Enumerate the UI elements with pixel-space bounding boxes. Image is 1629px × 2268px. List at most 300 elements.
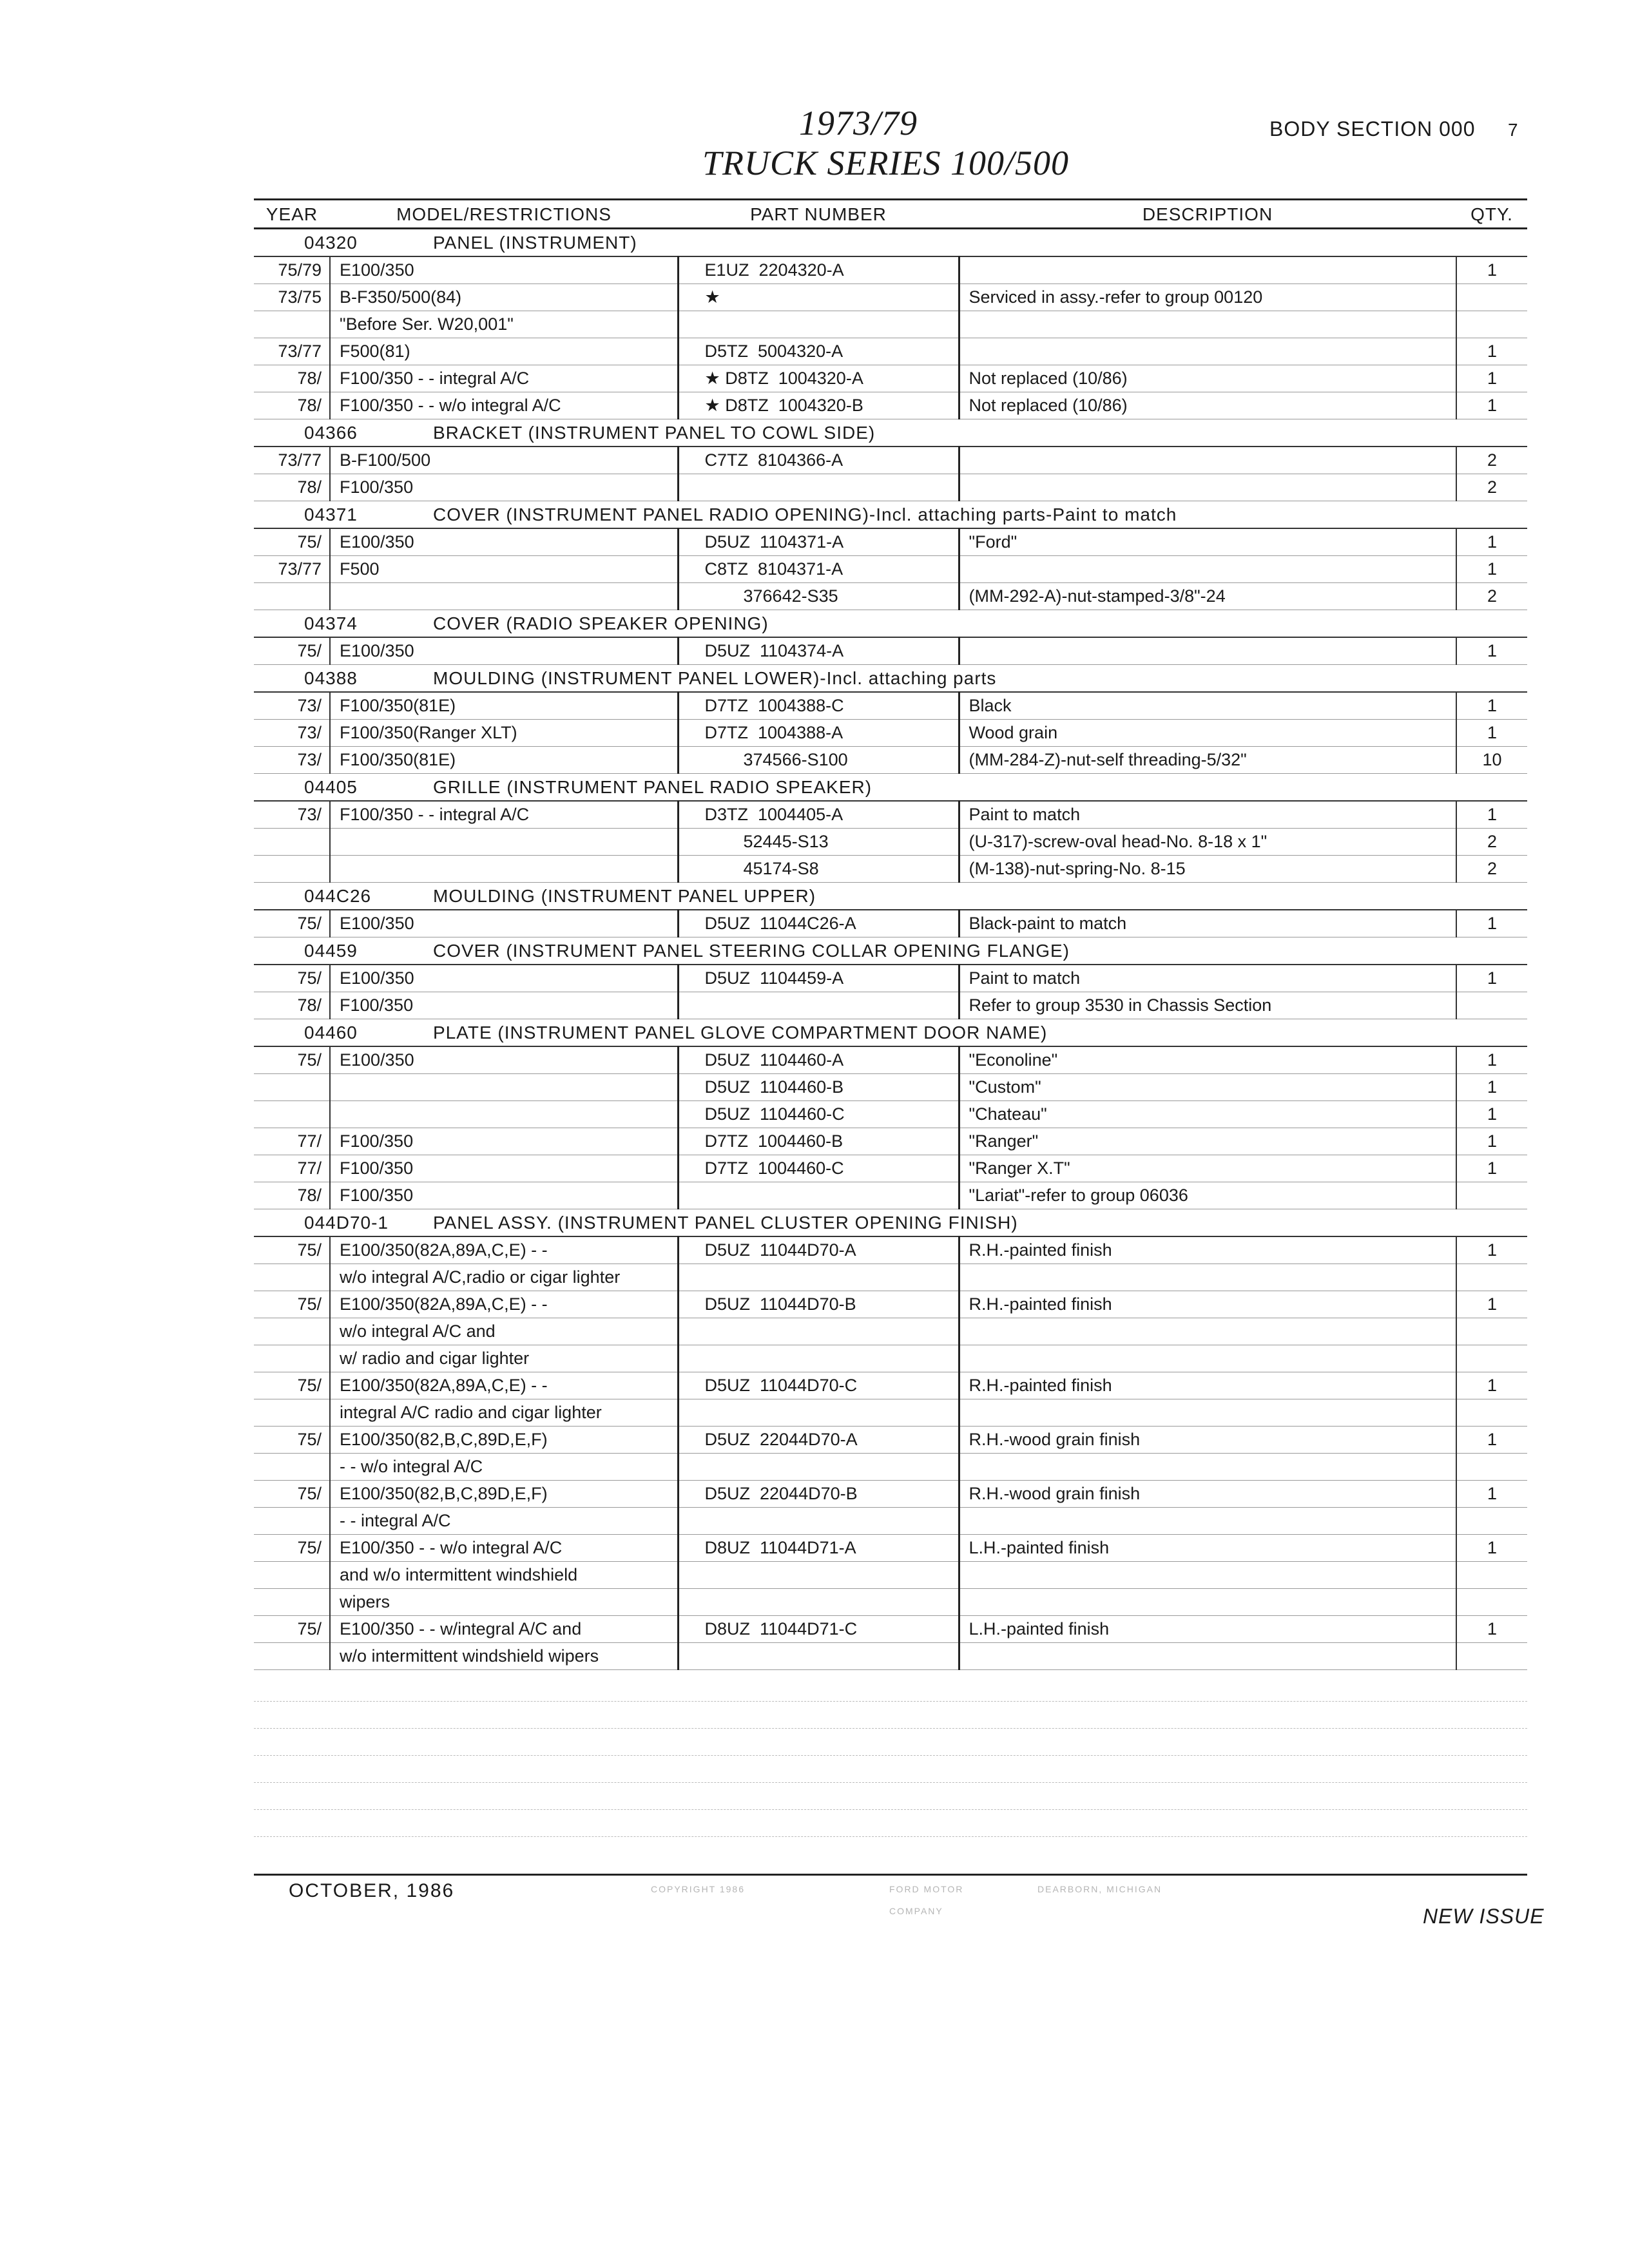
part-number-cell: D5UZ 1104459-A	[678, 965, 959, 992]
model-cell: F100/350	[330, 1128, 678, 1155]
qty-cell	[1456, 1318, 1527, 1345]
part-number-cell: D7TZ 1004388-C	[678, 692, 959, 720]
column-header-part-number: PART NUMBER	[678, 200, 959, 229]
description-cell	[959, 1454, 1456, 1481]
column-header-description: DESCRIPTION	[959, 200, 1456, 229]
table-row	[254, 583, 1527, 610]
table-row	[254, 1046, 1527, 1074]
group-header-cell	[254, 774, 1527, 802]
table-row	[254, 1562, 1527, 1589]
year-cell: 73/75	[254, 284, 330, 311]
model-cell: F100/350	[330, 992, 678, 1019]
qty-cell	[1456, 311, 1527, 338]
year-cell	[254, 1643, 330, 1670]
table-row	[254, 637, 1527, 665]
model-cell: - - w/o integral A/C	[330, 1454, 678, 1481]
group-header-row	[254, 883, 1527, 910]
description-cell	[959, 256, 1456, 284]
group-header-row	[254, 501, 1527, 529]
model-cell: w/o integral A/C,radio or cigar lighter	[330, 1264, 678, 1291]
group-number: 04388	[304, 668, 358, 688]
description-cell	[959, 311, 1456, 338]
table-row	[254, 365, 1527, 392]
parts-table-body	[254, 229, 1527, 1670]
year-cell: 73/	[254, 747, 330, 774]
group-header-row	[254, 665, 1527, 693]
description-cell: Paint to match	[959, 965, 1456, 992]
year-cell: 73/	[254, 720, 330, 747]
year-cell: 75/	[254, 1372, 330, 1399]
qty-cell: 1	[1456, 1155, 1527, 1182]
part-number-cell: D5TZ 5004320-A	[678, 338, 959, 365]
blank-line	[254, 1782, 1527, 1783]
year-cell: 78/	[254, 1182, 330, 1209]
part-number-cell	[678, 1318, 959, 1345]
description-cell	[959, 1589, 1456, 1616]
model-cell: E100/350(82A,89A,C,E) - -	[330, 1236, 678, 1264]
column-header-qty: QTY.	[1456, 200, 1527, 229]
model-cell: B-F350/500(84)	[330, 284, 678, 311]
description-cell: R.H.-wood grain finish	[959, 1427, 1456, 1454]
group-header-row	[254, 937, 1527, 965]
qty-cell	[1456, 1454, 1527, 1481]
qty-cell	[1456, 1562, 1527, 1589]
table-row	[254, 992, 1527, 1019]
blank-line	[254, 1755, 1527, 1756]
table-row	[254, 474, 1527, 501]
qty-cell: 1	[1456, 256, 1527, 284]
part-number-cell: D8UZ 11044D71-C	[678, 1616, 959, 1643]
description-cell: R.H.-painted finish	[959, 1291, 1456, 1318]
table-row	[254, 720, 1527, 747]
model-cell: and w/o intermittent windshield	[330, 1562, 678, 1589]
year-cell: 75/	[254, 1616, 330, 1643]
issue-status: NEW ISSUE	[1423, 1905, 1545, 1928]
year-cell	[254, 1562, 330, 1589]
part-number-cell: D5UZ 1104460-C	[678, 1101, 959, 1128]
year-cell	[254, 1264, 330, 1291]
table-row	[254, 965, 1527, 992]
qty-cell: 1	[1456, 720, 1527, 747]
group-number: 04320	[304, 233, 358, 253]
part-number-cell: E1UZ 2204320-A	[678, 256, 959, 284]
qty-cell: 2	[1456, 447, 1527, 474]
table-header-row	[254, 200, 1527, 229]
group-number: 044D70-1	[304, 1213, 389, 1233]
model-cell: "Before Ser. W20,001"	[330, 311, 678, 338]
qty-cell: 1	[1456, 365, 1527, 392]
model-cell: w/o integral A/C and	[330, 1318, 678, 1345]
part-number-cell	[678, 1399, 959, 1427]
catalog-years-title: 1973/79	[799, 104, 918, 142]
table-row	[254, 1101, 1527, 1128]
model-cell: F100/350 - - integral A/C	[330, 801, 678, 829]
model-cell: E100/350	[330, 1046, 678, 1074]
year-cell: 73/77	[254, 338, 330, 365]
description-cell	[959, 447, 1456, 474]
model-cell: F100/350 - - integral A/C	[330, 365, 678, 392]
table-row	[254, 1155, 1527, 1182]
part-number-cell: C7TZ 8104366-A	[678, 447, 959, 474]
group-name: PLATE (INSTRUMENT PANEL GLOVE COMPARTMENT DOOR NAME)	[433, 1023, 1048, 1043]
model-cell	[330, 1074, 678, 1101]
group-header-cell	[254, 229, 1527, 257]
qty-cell: 1	[1456, 338, 1527, 365]
description-cell: L.H.-painted finish	[959, 1535, 1456, 1562]
group-header-cell	[254, 1209, 1527, 1237]
part-number-cell: 45174-S8	[678, 856, 959, 883]
part-number-cell	[678, 1508, 959, 1535]
table-row	[254, 1427, 1527, 1454]
table-row	[254, 1589, 1527, 1616]
section-label: BODY SECTION 000	[1269, 117, 1476, 140]
year-cell	[254, 1345, 330, 1372]
year-cell: 75/	[254, 637, 330, 665]
description-cell: "Ford"	[959, 528, 1456, 556]
group-name: MOULDING (INSTRUMENT PANEL LOWER)-Incl. attaching parts	[433, 668, 997, 688]
year-cell: 75/	[254, 1291, 330, 1318]
model-cell: w/ radio and cigar lighter	[330, 1345, 678, 1372]
year-cell	[254, 1399, 330, 1427]
table-row	[254, 747, 1527, 774]
year-cell: 78/	[254, 992, 330, 1019]
year-cell: 75/	[254, 528, 330, 556]
model-cell: - - integral A/C	[330, 1508, 678, 1535]
qty-cell: 1	[1456, 801, 1527, 829]
year-cell: 75/	[254, 910, 330, 937]
part-number-cell: D5UZ 11044C26-A	[678, 910, 959, 937]
model-cell: E100/350	[330, 910, 678, 937]
part-number-cell: D8UZ 11044D71-A	[678, 1535, 959, 1562]
qty-cell: 1	[1456, 556, 1527, 583]
description-cell: Not replaced (10/86)	[959, 392, 1456, 419]
qty-cell: 1	[1456, 1046, 1527, 1074]
description-cell: Refer to group 3530 in Chassis Section	[959, 992, 1456, 1019]
model-cell: F100/350	[330, 474, 678, 501]
description-cell: L.H.-painted finish	[959, 1616, 1456, 1643]
group-header-cell	[254, 1019, 1527, 1047]
part-number-cell: 52445-S13	[678, 829, 959, 856]
part-number-cell: D5UZ 11044D70-C	[678, 1372, 959, 1399]
year-cell	[254, 1074, 330, 1101]
year-cell: 75/	[254, 965, 330, 992]
part-number-cell	[678, 1454, 959, 1481]
part-number-cell: D7TZ 1004388-A	[678, 720, 959, 747]
year-cell	[254, 1101, 330, 1128]
year-cell: 73/77	[254, 447, 330, 474]
group-header-row	[254, 229, 1527, 257]
description-cell: "Lariat"-refer to group 06036	[959, 1182, 1456, 1209]
table-row	[254, 1318, 1527, 1345]
blank-line	[254, 1809, 1527, 1811]
part-number-cell: 376642-S35	[678, 583, 959, 610]
part-number-cell	[678, 474, 959, 501]
qty-cell: 2	[1456, 856, 1527, 883]
qty-cell	[1456, 1264, 1527, 1291]
description-cell: "Custom"	[959, 1074, 1456, 1101]
table-row	[254, 1182, 1527, 1209]
model-cell: E100/350	[330, 965, 678, 992]
table-row	[254, 1291, 1527, 1318]
group-name: PANEL (INSTRUMENT)	[433, 233, 637, 253]
year-cell	[254, 583, 330, 610]
part-number-cell: D5UZ 22044D70-B	[678, 1481, 959, 1508]
qty-cell: 1	[1456, 1535, 1527, 1562]
model-cell	[330, 1101, 678, 1128]
model-cell: E100/350	[330, 528, 678, 556]
description-cell: (M-138)-nut-spring-No. 8-15	[959, 856, 1456, 883]
year-cell: 75/	[254, 1046, 330, 1074]
table-row	[254, 1128, 1527, 1155]
table-row	[254, 311, 1527, 338]
year-cell: 75/	[254, 1236, 330, 1264]
description-cell: R.H.-painted finish	[959, 1372, 1456, 1399]
column-header-model: MODEL/RESTRICTIONS	[330, 200, 678, 229]
group-header-row	[254, 1209, 1527, 1237]
table-row	[254, 338, 1527, 365]
table-row	[254, 1345, 1527, 1372]
description-cell: (U-317)-screw-oval head-No. 8-18 x 1"	[959, 829, 1456, 856]
part-number-cell: C8TZ 8104371-A	[678, 556, 959, 583]
part-number-cell: D7TZ 1004460-B	[678, 1128, 959, 1155]
description-cell	[959, 474, 1456, 501]
part-number-cell: ★ D8TZ 1004320-B	[678, 392, 959, 419]
group-header-row	[254, 774, 1527, 802]
model-cell: E100/350(82,B,C,89D,E,F)	[330, 1481, 678, 1508]
model-cell	[330, 856, 678, 883]
description-cell: Black-paint to match	[959, 910, 1456, 937]
year-cell	[254, 856, 330, 883]
year-cell: 73/	[254, 801, 330, 829]
model-cell: F100/350(Ranger XLT)	[330, 720, 678, 747]
part-number-cell	[678, 1264, 959, 1291]
qty-cell: 1	[1456, 1291, 1527, 1318]
qty-cell	[1456, 1182, 1527, 1209]
model-cell: E100/350 - - w/integral A/C and	[330, 1616, 678, 1643]
table-row	[254, 528, 1527, 556]
qty-cell: 2	[1456, 583, 1527, 610]
table-row	[254, 256, 1527, 284]
model-cell: wipers	[330, 1589, 678, 1616]
description-cell: (MM-284-Z)-nut-self threading-5/32"	[959, 747, 1456, 774]
part-number-cell: D3TZ 1004405-A	[678, 801, 959, 829]
year-cell: 73/	[254, 692, 330, 720]
table-row	[254, 1481, 1527, 1508]
year-cell	[254, 829, 330, 856]
year-cell: 75/	[254, 1481, 330, 1508]
qty-cell: 1	[1456, 637, 1527, 665]
model-cell: F100/350(81E)	[330, 747, 678, 774]
group-name: MOULDING (INSTRUMENT PANEL UPPER)	[433, 886, 816, 906]
year-cell	[254, 1454, 330, 1481]
year-cell: 77/	[254, 1155, 330, 1182]
group-header-row	[254, 610, 1527, 638]
description-cell: "Ranger"	[959, 1128, 1456, 1155]
model-cell: E100/350	[330, 637, 678, 665]
part-number-cell: D5UZ 1104460-B	[678, 1074, 959, 1101]
qty-cell	[1456, 992, 1527, 1019]
group-header-cell	[254, 665, 1527, 693]
group-name: GRILLE (INSTRUMENT PANEL RADIO SPEAKER)	[433, 777, 872, 797]
description-cell	[959, 1264, 1456, 1291]
model-cell: F100/350(81E)	[330, 692, 678, 720]
model-cell: E100/350 - - w/o integral A/C	[330, 1535, 678, 1562]
qty-cell: 2	[1456, 829, 1527, 856]
blank-line	[254, 1728, 1527, 1729]
qty-cell: 1	[1456, 1101, 1527, 1128]
part-number-cell: D5UZ 1104371-A	[678, 528, 959, 556]
group-header-cell	[254, 501, 1527, 529]
table-row	[254, 692, 1527, 720]
qty-cell	[1456, 1399, 1527, 1427]
year-cell	[254, 311, 330, 338]
table-row	[254, 1616, 1527, 1643]
table-row	[254, 284, 1527, 311]
table-row	[254, 1643, 1527, 1670]
table-row	[254, 1236, 1527, 1264]
table-row	[254, 392, 1527, 419]
qty-cell: 1	[1456, 392, 1527, 419]
qty-cell: 1	[1456, 910, 1527, 937]
group-name: PANEL ASSY. (INSTRUMENT PANEL CLUSTER OPENING FINISH)	[433, 1213, 1018, 1233]
description-cell: Black	[959, 692, 1456, 720]
group-name: COVER (RADIO SPEAKER OPENING)	[433, 613, 769, 633]
part-number-cell	[678, 992, 959, 1019]
model-cell: F500	[330, 556, 678, 583]
qty-cell: 1	[1456, 1427, 1527, 1454]
description-cell	[959, 637, 1456, 665]
description-cell: (MM-292-A)-nut-stamped-3/8"-24	[959, 583, 1456, 610]
page-number: 7	[1508, 120, 1518, 140]
blank-line	[254, 1701, 1527, 1702]
model-cell: F100/350	[330, 1182, 678, 1209]
model-cell: E100/350(82,B,C,89D,E,F)	[330, 1427, 678, 1454]
group-header-cell	[254, 883, 1527, 910]
model-cell: F100/350	[330, 1155, 678, 1182]
footer-date: OCTOBER, 1986	[289, 1880, 455, 1901]
part-number-cell: ★ D8TZ 1004320-A	[678, 365, 959, 392]
part-number-cell: D5UZ 1104374-A	[678, 637, 959, 665]
description-cell	[959, 1562, 1456, 1589]
table-row	[254, 1535, 1527, 1562]
part-number-cell: ★	[678, 284, 959, 311]
footer-rule	[254, 1874, 1527, 1876]
description-cell	[959, 1345, 1456, 1372]
qty-cell: 1	[1456, 1074, 1527, 1101]
year-cell: 78/	[254, 392, 330, 419]
part-number-cell	[678, 311, 959, 338]
description-cell: Serviced in assy.-refer to group 00120	[959, 284, 1456, 311]
qty-cell: 1	[1456, 1616, 1527, 1643]
group-header-cell	[254, 610, 1527, 638]
table-row	[254, 1372, 1527, 1399]
group-header-cell	[254, 937, 1527, 965]
year-cell	[254, 1508, 330, 1535]
group-name: COVER (INSTRUMENT PANEL STEERING COLLAR OPENING FLANGE)	[433, 941, 1070, 961]
description-cell	[959, 556, 1456, 583]
year-cell: 75/79	[254, 256, 330, 284]
part-number-cell	[678, 1643, 959, 1670]
table-row	[254, 556, 1527, 583]
model-cell: F500(81)	[330, 338, 678, 365]
description-cell: R.H.-wood grain finish	[959, 1481, 1456, 1508]
qty-cell: 1	[1456, 1236, 1527, 1264]
description-cell: Wood grain	[959, 720, 1456, 747]
year-cell: 78/	[254, 365, 330, 392]
table-row	[254, 1508, 1527, 1535]
description-cell: R.H.-painted finish	[959, 1236, 1456, 1264]
qty-cell: 10	[1456, 747, 1527, 774]
footer-company-name: FORD MOTOR	[889, 1884, 964, 1894]
group-number: 04459	[304, 941, 358, 961]
part-number-cell	[678, 1562, 959, 1589]
table-row	[254, 856, 1527, 883]
footer-copyright: COPYRIGHT 1986	[651, 1884, 746, 1894]
part-number-cell	[678, 1182, 959, 1209]
footer-company-label: COMPANY	[889, 1906, 943, 1916]
year-cell: 75/	[254, 1535, 330, 1562]
group-header-row	[254, 1019, 1527, 1047]
description-cell: "Econoline"	[959, 1046, 1456, 1074]
description-cell: "Chateau"	[959, 1101, 1456, 1128]
group-header-row	[254, 419, 1527, 447]
table-row	[254, 1074, 1527, 1101]
qty-cell: 1	[1456, 965, 1527, 992]
model-cell: B-F100/500	[330, 447, 678, 474]
group-name: COVER (INSTRUMENT PANEL RADIO OPENING)-Incl. attaching parts-Paint to match	[433, 505, 1177, 524]
description-cell	[959, 1318, 1456, 1345]
model-cell: E100/350	[330, 256, 678, 284]
part-number-cell	[678, 1589, 959, 1616]
table-row	[254, 910, 1527, 937]
qty-cell	[1456, 1643, 1527, 1670]
group-number: 04460	[304, 1023, 358, 1043]
qty-cell: 1	[1456, 692, 1527, 720]
description-cell: Paint to match	[959, 801, 1456, 829]
part-number-cell: D5UZ 11044D70-B	[678, 1291, 959, 1318]
qty-cell	[1456, 284, 1527, 311]
description-cell	[959, 338, 1456, 365]
description-cell	[959, 1399, 1456, 1427]
qty-cell	[1456, 1589, 1527, 1616]
model-cell: integral A/C radio and cigar lighter	[330, 1399, 678, 1427]
year-cell: 78/	[254, 474, 330, 501]
group-header-cell	[254, 419, 1527, 447]
year-cell	[254, 1318, 330, 1345]
table-row	[254, 1264, 1527, 1291]
table-row	[254, 447, 1527, 474]
part-number-cell: D5UZ 1104460-A	[678, 1046, 959, 1074]
qty-cell: 2	[1456, 474, 1527, 501]
table-row	[254, 1399, 1527, 1427]
year-cell: 77/	[254, 1128, 330, 1155]
part-number-cell: 374566-S100	[678, 747, 959, 774]
part-number-cell	[678, 1345, 959, 1372]
qty-cell: 1	[1456, 1128, 1527, 1155]
model-cell	[330, 583, 678, 610]
group-name: BRACKET (INSTRUMENT PANEL TO COWL SIDE)	[433, 423, 876, 443]
year-cell: 73/77	[254, 556, 330, 583]
model-cell: E100/350(82A,89A,C,E) - -	[330, 1291, 678, 1318]
description-cell: Not replaced (10/86)	[959, 365, 1456, 392]
model-cell: E100/350(82A,89A,C,E) - -	[330, 1372, 678, 1399]
part-number-cell: D5UZ 22044D70-A	[678, 1427, 959, 1454]
year-cell: 75/	[254, 1427, 330, 1454]
group-number: 04371	[304, 505, 358, 524]
blank-ruled-lines	[254, 1701, 1527, 1863]
description-cell: "Ranger X.T"	[959, 1155, 1456, 1182]
model-cell: w/o intermittent windshield wipers	[330, 1643, 678, 1670]
